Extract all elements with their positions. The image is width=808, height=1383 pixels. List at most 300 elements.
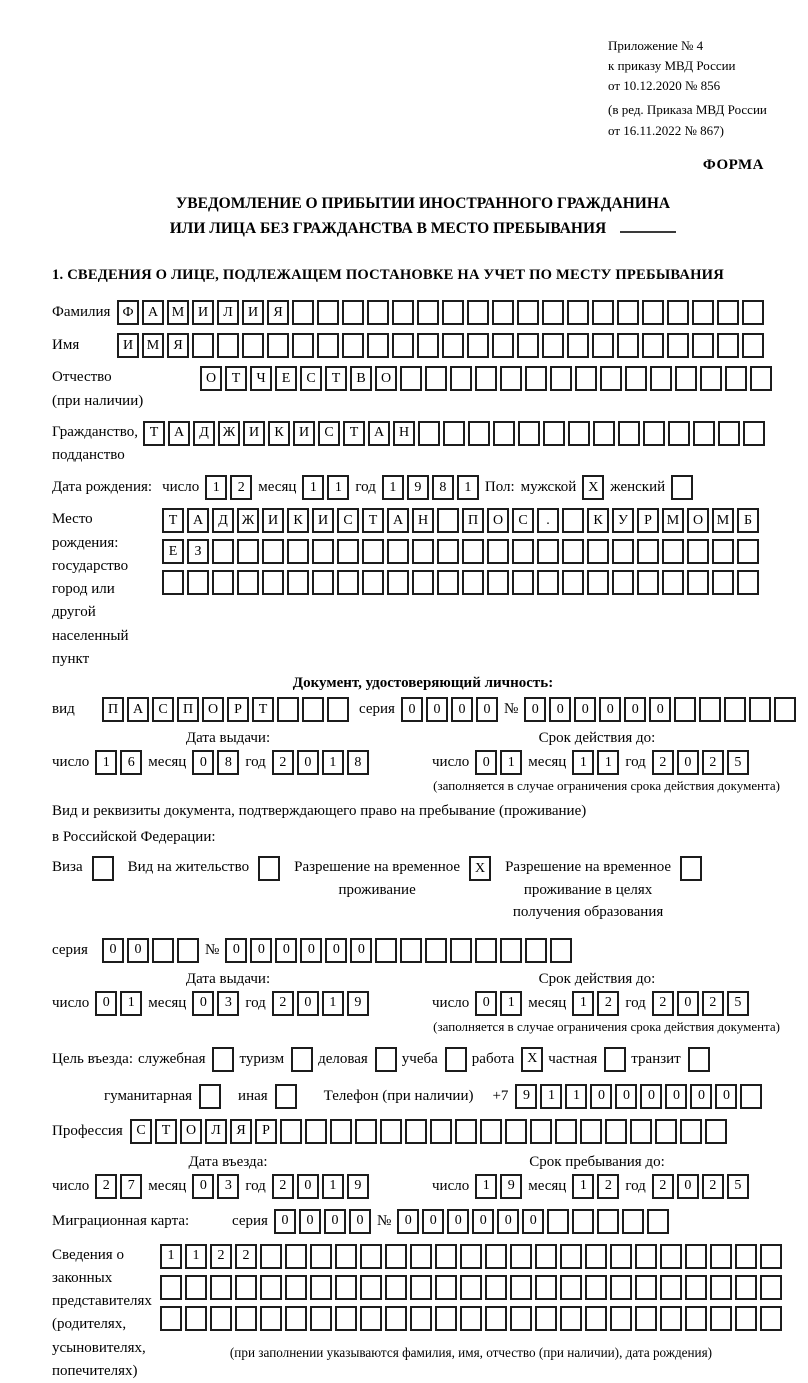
- firstname-cell[interactable]: [542, 333, 564, 358]
- migration-number-cell[interactable]: [572, 1209, 594, 1234]
- birth-year-cell[interactable]: 8: [432, 475, 454, 500]
- residence-issue-year-cell[interactable]: 9: [347, 991, 369, 1016]
- citizenship-cell[interactable]: К: [268, 421, 290, 446]
- doc-series-cell[interactable]: 0: [401, 697, 423, 722]
- citizenship-cell[interactable]: [518, 421, 540, 446]
- representatives-row3-cell[interactable]: [635, 1306, 657, 1331]
- patronymic-cell[interactable]: О: [375, 366, 397, 391]
- doc-issue-day-cell[interactable]: 1: [95, 750, 117, 775]
- citizenship-cell[interactable]: [743, 421, 765, 446]
- birth-place-row2-cell[interactable]: [437, 539, 459, 564]
- residence-issue-day-cell[interactable]: 1: [120, 991, 142, 1016]
- doc-issue-year-cell[interactable]: 2: [272, 750, 294, 775]
- doc-issue-day-cell[interactable]: 6: [120, 750, 142, 775]
- representatives-row2-cell[interactable]: [560, 1275, 582, 1300]
- entry-month-cell[interactable]: 0: [192, 1174, 214, 1199]
- birth-place-row2-cell[interactable]: [512, 539, 534, 564]
- doc-kind-cell[interactable]: О: [202, 697, 224, 722]
- phone-cell[interactable]: 1: [540, 1084, 562, 1109]
- profession-cell[interactable]: [405, 1119, 427, 1144]
- representatives-row3-cell[interactable]: [235, 1306, 257, 1331]
- representatives-row1-cell[interactable]: [285, 1244, 307, 1269]
- doc-number-cell[interactable]: [724, 697, 746, 722]
- representatives-row1-cell[interactable]: [510, 1244, 532, 1269]
- representatives-row1-cell[interactable]: [585, 1244, 607, 1269]
- surname-cell[interactable]: Л: [217, 300, 239, 325]
- residence-number-cell[interactable]: [500, 938, 522, 963]
- stay-month-cell[interactable]: 2: [597, 1174, 619, 1199]
- phone-cell[interactable]: 9: [515, 1084, 537, 1109]
- birth-place-row3-cell[interactable]: [637, 570, 659, 595]
- purpose-private-cell[interactable]: [604, 1047, 626, 1072]
- migration-number-cell[interactable]: 0: [497, 1209, 519, 1234]
- citizenship-cell[interactable]: Т: [343, 421, 365, 446]
- purpose-work-cell[interactable]: X: [521, 1047, 543, 1072]
- entry-day-cell[interactable]: 7: [120, 1174, 142, 1199]
- birth-place-row1-cell[interactable]: Д: [212, 508, 234, 533]
- representatives-row1-cell[interactable]: 2: [210, 1244, 232, 1269]
- phone-cell[interactable]: 0: [665, 1084, 687, 1109]
- purpose-study-cell[interactable]: [445, 1047, 467, 1072]
- firstname-cell[interactable]: [667, 333, 689, 358]
- option-temp-residence-education-cell[interactable]: [680, 856, 702, 881]
- patronymic-cell[interactable]: [400, 366, 422, 391]
- birth-place-row2-cell[interactable]: З: [187, 539, 209, 564]
- residence-number-cell[interactable]: 0: [300, 938, 322, 963]
- migration-number-cell[interactable]: [597, 1209, 619, 1234]
- doc-number-cell[interactable]: [749, 697, 771, 722]
- profession-cell[interactable]: Р: [255, 1119, 277, 1144]
- birth-place-row3-cell[interactable]: [537, 570, 559, 595]
- doc-issue-year-cell[interactable]: 0: [297, 750, 319, 775]
- birth-place-row3-cell[interactable]: [362, 570, 384, 595]
- representatives-row2-cell[interactable]: [710, 1275, 732, 1300]
- stay-month-cell[interactable]: 1: [572, 1174, 594, 1199]
- surname-cell[interactable]: [492, 300, 514, 325]
- surname-cell[interactable]: [442, 300, 464, 325]
- representatives-row3-cell[interactable]: [285, 1306, 307, 1331]
- birth-place-row3-cell[interactable]: [287, 570, 309, 595]
- migration-series-cell[interactable]: 0: [299, 1209, 321, 1234]
- birth-place-row1-cell[interactable]: К: [587, 508, 609, 533]
- surname-cell[interactable]: [417, 300, 439, 325]
- doc-number-cell[interactable]: 0: [599, 697, 621, 722]
- residence-number-cell[interactable]: 0: [325, 938, 347, 963]
- patronymic-cell[interactable]: [475, 366, 497, 391]
- patronymic-cell[interactable]: [500, 366, 522, 391]
- migration-number-cell[interactable]: 0: [397, 1209, 419, 1234]
- doc-series-cell[interactable]: 0: [451, 697, 473, 722]
- profession-cell[interactable]: [505, 1119, 527, 1144]
- residence-number-cell[interactable]: [400, 938, 422, 963]
- birth-place-row2-cell[interactable]: [737, 539, 759, 564]
- representatives-row2-cell[interactable]: [635, 1275, 657, 1300]
- migration-series-cell[interactable]: 0: [349, 1209, 371, 1234]
- surname-cell[interactable]: [742, 300, 764, 325]
- migration-series-cell[interactable]: 0: [274, 1209, 296, 1234]
- birth-place-row2-cell[interactable]: [212, 539, 234, 564]
- birth-place-row1-cell[interactable]: О: [487, 508, 509, 533]
- patronymic-cell[interactable]: Е: [275, 366, 297, 391]
- residence-number-cell[interactable]: [475, 938, 497, 963]
- representatives-row3-cell[interactable]: [560, 1306, 582, 1331]
- purpose-tourism-cell[interactable]: [291, 1047, 313, 1072]
- citizenship-cell[interactable]: Н: [393, 421, 415, 446]
- surname-cell[interactable]: [467, 300, 489, 325]
- birth-place-row2-cell[interactable]: [387, 539, 409, 564]
- phone-cell[interactable]: 0: [615, 1084, 637, 1109]
- firstname-cell[interactable]: [492, 333, 514, 358]
- representatives-row3-cell[interactable]: [435, 1306, 457, 1331]
- birth-place-row1-cell[interactable]: Б: [737, 508, 759, 533]
- patronymic-cell[interactable]: [675, 366, 697, 391]
- patronymic-cell[interactable]: В: [350, 366, 372, 391]
- doc-kind-cell[interactable]: [302, 697, 324, 722]
- profession-cell[interactable]: Т: [155, 1119, 177, 1144]
- profession-cell[interactable]: [455, 1119, 477, 1144]
- representatives-row2-cell[interactable]: [310, 1275, 332, 1300]
- firstname-cell[interactable]: М: [142, 333, 164, 358]
- representatives-row1-cell[interactable]: [410, 1244, 432, 1269]
- profession-cell[interactable]: [280, 1119, 302, 1144]
- birth-place-row3-cell[interactable]: [587, 570, 609, 595]
- representatives-row2-cell[interactable]: [485, 1275, 507, 1300]
- surname-cell[interactable]: И: [242, 300, 264, 325]
- residence-issue-year-cell[interactable]: 1: [322, 991, 344, 1016]
- birth-place-row2-cell[interactable]: [612, 539, 634, 564]
- birth-place-row2-cell[interactable]: [712, 539, 734, 564]
- birth-place-row3-cell[interactable]: [262, 570, 284, 595]
- birth-place-row2-cell[interactable]: [262, 539, 284, 564]
- profession-cell[interactable]: Я: [230, 1119, 252, 1144]
- residence-issue-month-cell[interactable]: 3: [217, 991, 239, 1016]
- surname-cell[interactable]: [517, 300, 539, 325]
- profession-cell[interactable]: [480, 1119, 502, 1144]
- purpose-other-cell[interactable]: [275, 1084, 297, 1109]
- representatives-row2-cell[interactable]: [660, 1275, 682, 1300]
- doc-valid-year-cell[interactable]: 2: [652, 750, 674, 775]
- representatives-row1-cell[interactable]: [385, 1244, 407, 1269]
- surname-cell[interactable]: [342, 300, 364, 325]
- doc-valid-year-cell[interactable]: 2: [702, 750, 724, 775]
- firstname-cell[interactable]: [392, 333, 414, 358]
- option-visa-cell[interactable]: [92, 856, 114, 881]
- patronymic-cell[interactable]: [600, 366, 622, 391]
- representatives-row1-cell[interactable]: [735, 1244, 757, 1269]
- citizenship-cell[interactable]: [643, 421, 665, 446]
- birth-place-row2-cell[interactable]: [362, 539, 384, 564]
- stay-year-cell[interactable]: 2: [652, 1174, 674, 1199]
- residence-valid-year-cell[interactable]: 2: [652, 991, 674, 1016]
- residence-series-cell[interactable]: [152, 938, 174, 963]
- patronymic-cell[interactable]: [650, 366, 672, 391]
- migration-number-cell[interactable]: [647, 1209, 669, 1234]
- doc-issue-month-cell[interactable]: 0: [192, 750, 214, 775]
- purpose-transit-cell[interactable]: [688, 1047, 710, 1072]
- representatives-row2-cell[interactable]: [285, 1275, 307, 1300]
- representatives-row2-cell[interactable]: [360, 1275, 382, 1300]
- migration-number-cell[interactable]: 0: [447, 1209, 469, 1234]
- firstname-cell[interactable]: [567, 333, 589, 358]
- birth-year-cell[interactable]: 1: [457, 475, 479, 500]
- purpose-official-cell[interactable]: [212, 1047, 234, 1072]
- surname-cell[interactable]: [642, 300, 664, 325]
- doc-valid-day-cell[interactable]: 1: [500, 750, 522, 775]
- citizenship-cell[interactable]: [718, 421, 740, 446]
- representatives-row3-cell[interactable]: [185, 1306, 207, 1331]
- residence-issue-year-cell[interactable]: 2: [272, 991, 294, 1016]
- residence-number-cell[interactable]: 0: [350, 938, 372, 963]
- citizenship-cell[interactable]: Д: [193, 421, 215, 446]
- birth-place-row2-cell[interactable]: [287, 539, 309, 564]
- representatives-row3-cell[interactable]: [510, 1306, 532, 1331]
- surname-cell[interactable]: [317, 300, 339, 325]
- representatives-row2-cell[interactable]: [210, 1275, 232, 1300]
- representatives-row3-cell[interactable]: [210, 1306, 232, 1331]
- birth-place-row2-cell[interactable]: [537, 539, 559, 564]
- stay-day-cell[interactable]: 1: [475, 1174, 497, 1199]
- representatives-row2-cell[interactable]: [185, 1275, 207, 1300]
- surname-cell[interactable]: [367, 300, 389, 325]
- citizenship-cell[interactable]: Ж: [218, 421, 240, 446]
- representatives-row1-cell[interactable]: [710, 1244, 732, 1269]
- birth-place-row3-cell[interactable]: [187, 570, 209, 595]
- residence-number-cell[interactable]: [525, 938, 547, 963]
- citizenship-cell[interactable]: [443, 421, 465, 446]
- doc-valid-year-cell[interactable]: 5: [727, 750, 749, 775]
- entry-year-cell[interactable]: 2: [272, 1174, 294, 1199]
- citizenship-cell[interactable]: А: [168, 421, 190, 446]
- birth-place-row2-cell[interactable]: [662, 539, 684, 564]
- representatives-row3-cell[interactable]: [685, 1306, 707, 1331]
- patronymic-cell[interactable]: Ч: [250, 366, 272, 391]
- doc-issue-year-cell[interactable]: 1: [322, 750, 344, 775]
- doc-valid-day-cell[interactable]: 0: [475, 750, 497, 775]
- birth-place-row3-cell[interactable]: [712, 570, 734, 595]
- birth-place-row2-cell[interactable]: Е: [162, 539, 184, 564]
- birth-place-row2-cell[interactable]: [687, 539, 709, 564]
- representatives-row1-cell[interactable]: [760, 1244, 782, 1269]
- citizenship-cell[interactable]: [418, 421, 440, 446]
- stay-day-cell[interactable]: 9: [500, 1174, 522, 1199]
- birth-place-row3-cell[interactable]: [662, 570, 684, 595]
- birth-place-row2-cell[interactable]: [337, 539, 359, 564]
- phone-cell[interactable]: 0: [690, 1084, 712, 1109]
- birth-place-row1-cell[interactable]: [437, 508, 459, 533]
- option-temp-residence-cell[interactable]: X: [469, 856, 491, 881]
- representatives-row2-cell[interactable]: [610, 1275, 632, 1300]
- representatives-row2-cell[interactable]: [435, 1275, 457, 1300]
- migration-number-cell[interactable]: [547, 1209, 569, 1234]
- residence-number-cell[interactable]: 0: [225, 938, 247, 963]
- patronymic-cell[interactable]: [525, 366, 547, 391]
- profession-cell[interactable]: [430, 1119, 452, 1144]
- patronymic-cell[interactable]: Т: [225, 366, 247, 391]
- firstname-cell[interactable]: [417, 333, 439, 358]
- birth-place-row1-cell[interactable]: М: [712, 508, 734, 533]
- surname-cell[interactable]: [617, 300, 639, 325]
- doc-number-cell[interactable]: 0: [624, 697, 646, 722]
- doc-kind-cell[interactable]: [327, 697, 349, 722]
- residence-valid-year-cell[interactable]: 0: [677, 991, 699, 1016]
- representatives-row1-cell[interactable]: [435, 1244, 457, 1269]
- firstname-cell[interactable]: [717, 333, 739, 358]
- migration-number-cell[interactable]: 0: [472, 1209, 494, 1234]
- residence-series-cell[interactable]: 0: [102, 938, 124, 963]
- representatives-row3-cell[interactable]: [735, 1306, 757, 1331]
- patronymic-cell[interactable]: О: [200, 366, 222, 391]
- patronymic-cell[interactable]: [450, 366, 472, 391]
- profession-cell[interactable]: [330, 1119, 352, 1144]
- citizenship-cell[interactable]: И: [243, 421, 265, 446]
- doc-number-cell[interactable]: 0: [549, 697, 571, 722]
- purpose-humanitarian-cell[interactable]: [199, 1084, 221, 1109]
- representatives-row3-cell[interactable]: [360, 1306, 382, 1331]
- patronymic-cell[interactable]: [625, 366, 647, 391]
- representatives-row3-cell[interactable]: [710, 1306, 732, 1331]
- representatives-row3-cell[interactable]: [460, 1306, 482, 1331]
- birth-place-row3-cell[interactable]: [737, 570, 759, 595]
- representatives-row2-cell[interactable]: [235, 1275, 257, 1300]
- representatives-row1-cell[interactable]: 1: [160, 1244, 182, 1269]
- representatives-row1-cell[interactable]: [360, 1244, 382, 1269]
- phone-cell[interactable]: 1: [565, 1084, 587, 1109]
- firstname-cell[interactable]: Я: [167, 333, 189, 358]
- residence-valid-day-cell[interactable]: 0: [475, 991, 497, 1016]
- profession-cell[interactable]: [705, 1119, 727, 1144]
- birth-place-row1-cell[interactable]: У: [612, 508, 634, 533]
- surname-cell[interactable]: [542, 300, 564, 325]
- doc-number-cell[interactable]: 0: [574, 697, 596, 722]
- firstname-cell[interactable]: [592, 333, 614, 358]
- doc-series-cell[interactable]: 0: [426, 697, 448, 722]
- representatives-row2-cell[interactable]: [535, 1275, 557, 1300]
- residence-series-cell[interactable]: [177, 938, 199, 963]
- profession-cell[interactable]: [605, 1119, 627, 1144]
- birth-place-row3-cell[interactable]: [562, 570, 584, 595]
- profession-cell[interactable]: [530, 1119, 552, 1144]
- citizenship-cell[interactable]: [593, 421, 615, 446]
- firstname-cell[interactable]: [692, 333, 714, 358]
- birth-place-row3-cell[interactable]: [312, 570, 334, 595]
- surname-cell[interactable]: [567, 300, 589, 325]
- stay-year-cell[interactable]: 2: [702, 1174, 724, 1199]
- birth-place-row1-cell[interactable]: О: [687, 508, 709, 533]
- patronymic-cell[interactable]: Т: [325, 366, 347, 391]
- birth-place-row1-cell[interactable]: Т: [362, 508, 384, 533]
- representatives-row2-cell[interactable]: [260, 1275, 282, 1300]
- birth-place-row2-cell[interactable]: [412, 539, 434, 564]
- representatives-row3-cell[interactable]: [385, 1306, 407, 1331]
- residence-issue-year-cell[interactable]: 0: [297, 991, 319, 1016]
- doc-issue-year-cell[interactable]: 8: [347, 750, 369, 775]
- citizenship-cell[interactable]: [668, 421, 690, 446]
- doc-valid-month-cell[interactable]: 1: [597, 750, 619, 775]
- residence-valid-year-cell[interactable]: 2: [702, 991, 724, 1016]
- doc-number-cell[interactable]: [774, 697, 796, 722]
- profession-cell[interactable]: О: [180, 1119, 202, 1144]
- doc-number-cell[interactable]: 0: [524, 697, 546, 722]
- representatives-row1-cell[interactable]: [685, 1244, 707, 1269]
- residence-valid-month-cell[interactable]: 2: [597, 991, 619, 1016]
- representatives-row2-cell[interactable]: [735, 1275, 757, 1300]
- representatives-row2-cell[interactable]: [335, 1275, 357, 1300]
- firstname-cell[interactable]: [267, 333, 289, 358]
- patronymic-cell[interactable]: [750, 366, 772, 391]
- profession-cell[interactable]: [380, 1119, 402, 1144]
- representatives-row3-cell[interactable]: [585, 1306, 607, 1331]
- doc-series-cell[interactable]: 0: [476, 697, 498, 722]
- citizenship-cell[interactable]: Т: [143, 421, 165, 446]
- birth-place-row3-cell[interactable]: [437, 570, 459, 595]
- profession-cell[interactable]: [655, 1119, 677, 1144]
- firstname-cell[interactable]: [217, 333, 239, 358]
- representatives-row1-cell[interactable]: [310, 1244, 332, 1269]
- birth-place-row2-cell[interactable]: [637, 539, 659, 564]
- representatives-row1-cell[interactable]: [610, 1244, 632, 1269]
- doc-valid-month-cell[interactable]: 1: [572, 750, 594, 775]
- birth-place-row1-cell[interactable]: [562, 508, 584, 533]
- birth-year-cell[interactable]: 1: [382, 475, 404, 500]
- representatives-row3-cell[interactable]: [760, 1306, 782, 1331]
- option-residence-permit-cell[interactable]: [258, 856, 280, 881]
- firstname-cell[interactable]: [242, 333, 264, 358]
- birth-place-row2-cell[interactable]: [562, 539, 584, 564]
- profession-cell[interactable]: [305, 1119, 327, 1144]
- firstname-cell[interactable]: [467, 333, 489, 358]
- purpose-business-cell[interactable]: [375, 1047, 397, 1072]
- doc-kind-cell[interactable]: П: [177, 697, 199, 722]
- citizenship-cell[interactable]: И: [293, 421, 315, 446]
- doc-kind-cell[interactable]: [277, 697, 299, 722]
- citizenship-cell[interactable]: [618, 421, 640, 446]
- doc-kind-cell[interactable]: С: [152, 697, 174, 722]
- firstname-cell[interactable]: [517, 333, 539, 358]
- representatives-row1-cell[interactable]: 2: [235, 1244, 257, 1269]
- profession-cell[interactable]: Л: [205, 1119, 227, 1144]
- representatives-row3-cell[interactable]: [260, 1306, 282, 1331]
- migration-number-cell[interactable]: [622, 1209, 644, 1234]
- surname-cell[interactable]: [667, 300, 689, 325]
- residence-number-cell[interactable]: [425, 938, 447, 963]
- residence-number-cell[interactable]: [375, 938, 397, 963]
- birth-place-row1-cell[interactable]: Т: [162, 508, 184, 533]
- profession-cell[interactable]: [630, 1119, 652, 1144]
- citizenship-cell[interactable]: [468, 421, 490, 446]
- doc-valid-year-cell[interactable]: 0: [677, 750, 699, 775]
- phone-cell[interactable]: [740, 1084, 762, 1109]
- surname-cell[interactable]: Ф: [117, 300, 139, 325]
- surname-cell[interactable]: [392, 300, 414, 325]
- surname-cell[interactable]: И: [192, 300, 214, 325]
- birth-place-row2-cell[interactable]: [312, 539, 334, 564]
- representatives-row3-cell[interactable]: [485, 1306, 507, 1331]
- representatives-row2-cell[interactable]: [460, 1275, 482, 1300]
- doc-kind-cell[interactable]: П: [102, 697, 124, 722]
- patronymic-cell[interactable]: [725, 366, 747, 391]
- doc-issue-month-cell[interactable]: 8: [217, 750, 239, 775]
- birth-place-row1-cell[interactable]: И: [312, 508, 334, 533]
- birth-place-row3-cell[interactable]: [212, 570, 234, 595]
- citizenship-cell[interactable]: С: [318, 421, 340, 446]
- firstname-cell[interactable]: [342, 333, 364, 358]
- migration-number-cell[interactable]: 0: [422, 1209, 444, 1234]
- citizenship-cell[interactable]: [693, 421, 715, 446]
- representatives-row1-cell[interactable]: 1: [185, 1244, 207, 1269]
- representatives-row2-cell[interactable]: [160, 1275, 182, 1300]
- surname-cell[interactable]: А: [142, 300, 164, 325]
- representatives-row3-cell[interactable]: [160, 1306, 182, 1331]
